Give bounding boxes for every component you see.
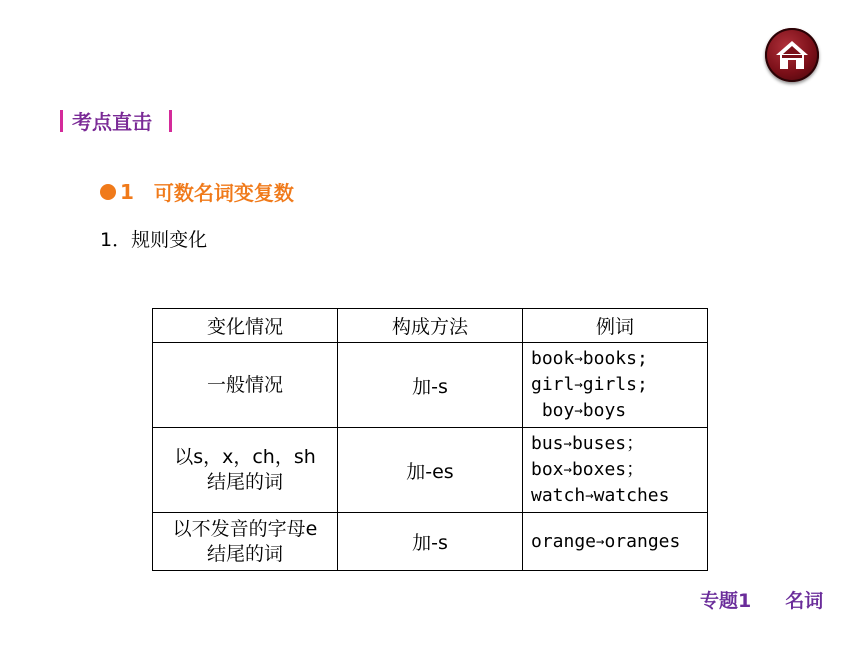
example-plural: boxes xyxy=(571,459,627,480)
example-plural: watches xyxy=(593,485,670,506)
section-bar-right xyxy=(169,110,172,132)
arrow-icon: → xyxy=(574,377,583,393)
examples-cell xyxy=(523,513,708,571)
example-base: girl xyxy=(531,374,575,395)
example-base: watch xyxy=(531,485,586,506)
table-row xyxy=(153,343,708,428)
example-sep: ; xyxy=(636,374,648,395)
example-base: boy xyxy=(531,400,575,421)
method-cell: 加-s xyxy=(338,343,523,428)
example-base: box xyxy=(531,459,564,480)
arrow-icon: → xyxy=(574,403,583,419)
case-cell xyxy=(153,513,338,571)
example-base: book xyxy=(531,348,575,369)
example-base: orange xyxy=(531,530,597,552)
topic-heading xyxy=(100,177,294,206)
section-bar-left xyxy=(60,110,63,132)
example-item xyxy=(531,457,707,483)
example-item xyxy=(531,372,707,398)
topic-title: 可数名词变复数 xyxy=(153,181,294,205)
example-plural: books xyxy=(582,348,637,369)
plural-rules-table xyxy=(152,308,708,571)
table-header-row xyxy=(153,309,708,343)
example-base: bus xyxy=(531,433,564,454)
arrow-icon: → xyxy=(563,462,572,478)
example-sep: ； xyxy=(626,433,645,454)
case-line: 结尾的词 xyxy=(206,542,283,565)
table-row xyxy=(153,513,708,571)
arrow-icon: → xyxy=(574,351,583,367)
example-item xyxy=(531,529,707,555)
arrow-icon: → xyxy=(563,436,572,452)
section-header xyxy=(60,106,172,135)
example-sep: ; xyxy=(636,348,648,369)
header-examples: 例词 xyxy=(523,309,708,343)
case-line: 以s，x，ch，sh xyxy=(174,446,316,468)
home-icon xyxy=(774,38,810,72)
footer xyxy=(700,586,823,613)
footer-topic: 专题1 xyxy=(700,590,752,612)
case-cell xyxy=(153,343,338,428)
example-plural: girls xyxy=(582,374,637,395)
header-method: 构成方法 xyxy=(338,309,523,343)
example-item xyxy=(531,346,707,372)
footer-name: 名词 xyxy=(785,590,824,612)
arrow-icon: → xyxy=(585,488,594,504)
example-plural: oranges xyxy=(604,530,681,552)
bullet-dot-icon xyxy=(100,184,116,200)
sub-heading: 1．规则变化 xyxy=(100,229,208,251)
examples-cell xyxy=(523,343,708,428)
case-line: 以不发音的字母e xyxy=(172,517,318,540)
example-item xyxy=(531,431,707,457)
home-button[interactable] xyxy=(765,28,819,82)
examples-cell xyxy=(523,428,708,513)
table-row xyxy=(153,428,708,513)
example-item xyxy=(531,398,707,424)
example-sep: ； xyxy=(626,459,645,480)
example-plural: buses xyxy=(571,433,627,454)
example-item xyxy=(531,483,707,509)
case-cell xyxy=(153,428,338,513)
section-title: 考点直击 xyxy=(72,110,152,134)
method-cell: 加-es xyxy=(338,428,523,513)
arrow-icon: → xyxy=(596,533,605,550)
method-cell: 加-s xyxy=(338,513,523,571)
header-case: 变化情况 xyxy=(153,309,338,343)
topic-number: 1 xyxy=(120,179,134,204)
case-line: 结尾的词 xyxy=(206,471,283,493)
case-line: 一般情况 xyxy=(206,373,283,396)
example-plural: boys xyxy=(582,400,627,421)
